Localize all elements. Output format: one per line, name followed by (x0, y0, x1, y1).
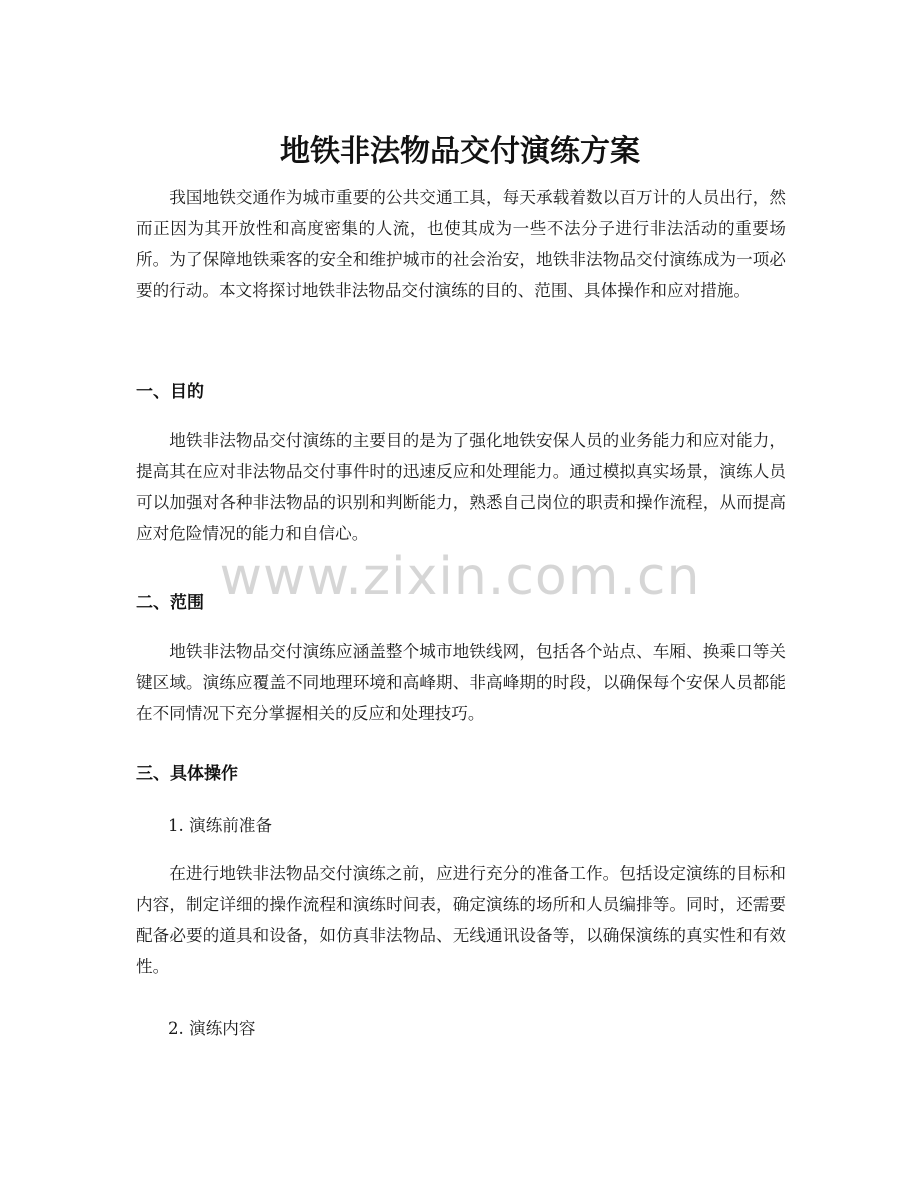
section-heading-scope: 二、范围 (136, 593, 204, 613)
subitem-body-preparation: 在进行地铁非法物品交付演练之前，应进行充分的准备工作。包括设定演练的目标和内容，制定详细的操作流程和演练时间表，确定演练的场所和人员编排等。同时，还需要配备必要的道具和设备，如仿真非法物品、无线通讯设备等，以确保演练的真实性和有效性。 (136, 864, 786, 976)
section-body-scope: 地铁非法物品交付演练应涵盖整个城市地铁线网，包括各个站点、车厢、换乘口等关键区域。演练应覆盖不同地理环境和高峰期、非高峰期的时段，以确保每个安保人员都能在不同情况下充分掌握相关的反应和处理技巧。 (136, 642, 786, 723)
subitem-label-content: 2. 演练内容 (168, 1019, 256, 1038)
section-heading-operations: 三、具体操作 (136, 764, 238, 784)
intro-paragraph: 我国地铁交通作为城市重要的公共交通工具，每天承载着数以百万计的人员出行，然而正因为其开放性和高度密集的人流，也使其成为一些不法分子进行非法活动的重要场所。为了保障地铁乘客的安全和维护城市的社会治安，地铁非法物品交付演练成为一项必要的行动。本文将探讨地铁非法物品交付演练的目的、范围、具体操作和应对措施。 (136, 188, 786, 300)
watermark: www.zixin.com.cn (219, 547, 701, 607)
subitem-label-preparation: 1. 演练前准备 (168, 816, 273, 835)
document-title: 地铁非法物品交付演练方案 (280, 134, 640, 170)
section-body-purpose: 地铁非法物品交付演练的主要目的是为了强化地铁安保人员的业务能力和应对能力，提高其在应对非法物品交付事件时的迅速反应和处理能力。通过模拟真实场景，演练人员可以加强对各种非法物品的识别和判断能力，熟悉自己岗位的职责和操作流程，从而提高应对危险情况的能力和自信心。 (136, 431, 786, 543)
section-heading-purpose: 一、目的 (136, 382, 204, 402)
